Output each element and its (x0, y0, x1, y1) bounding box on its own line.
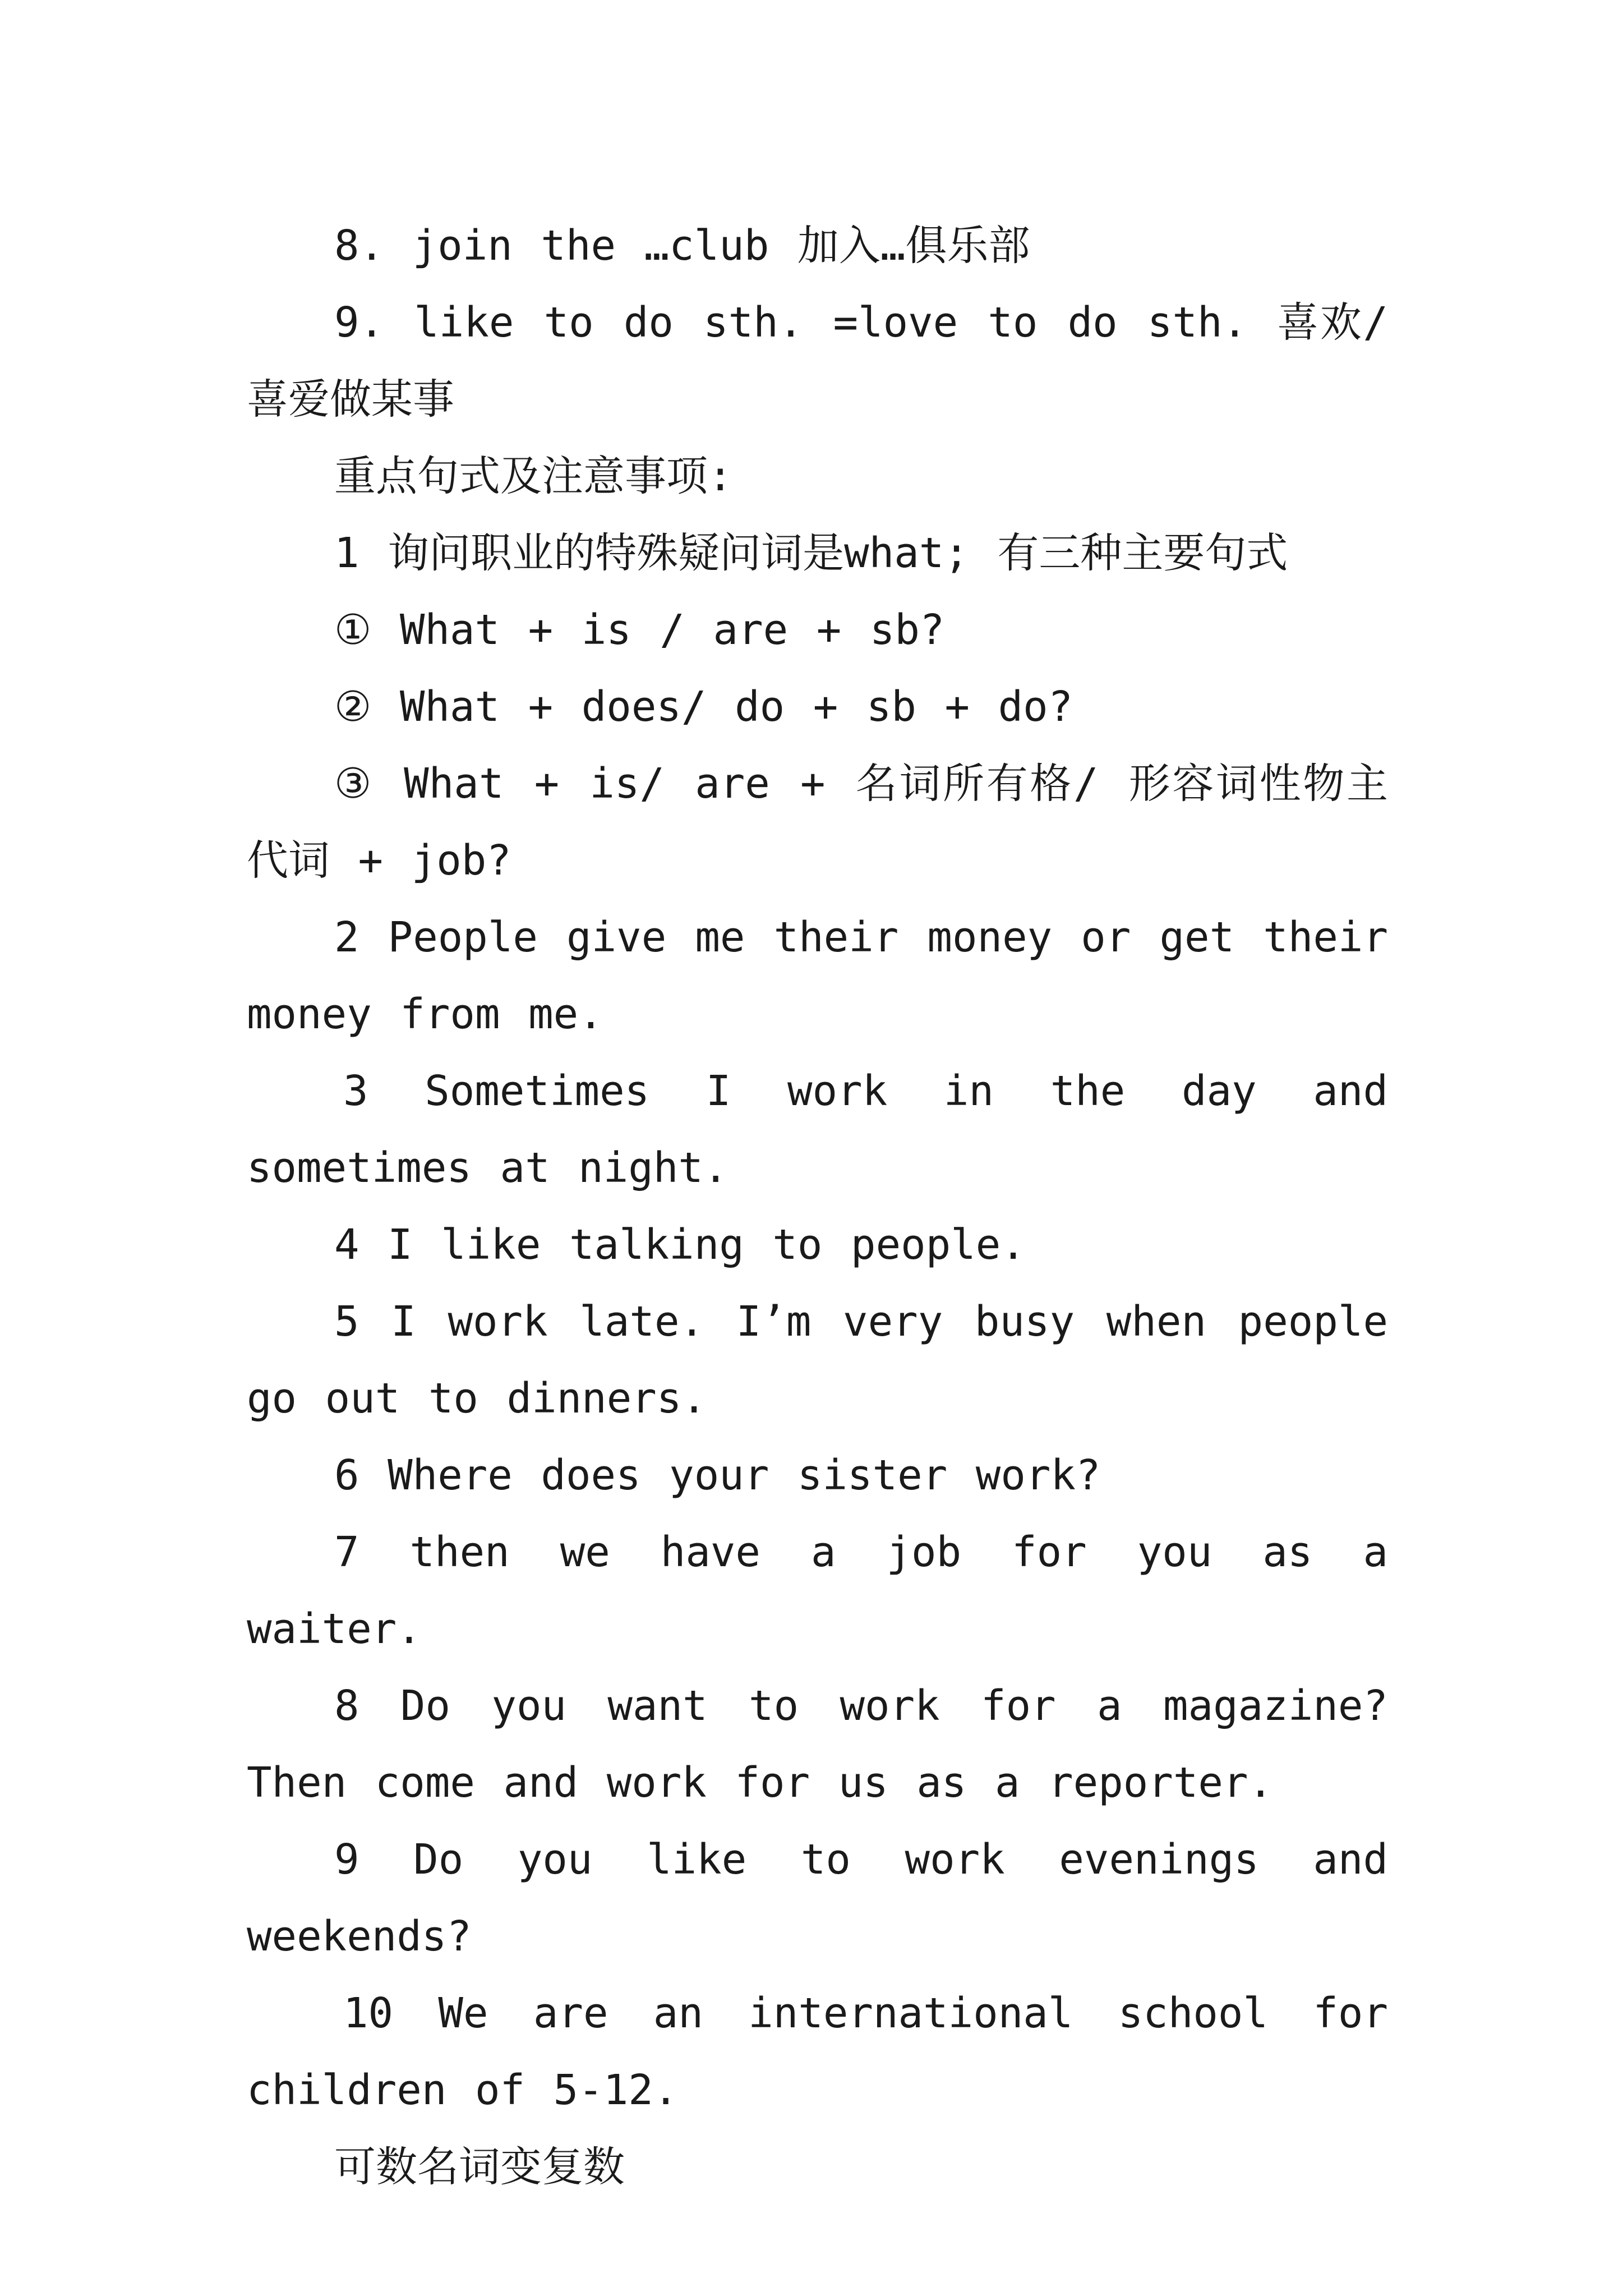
sentence-item-7: 7 then we have a job for you as a waiter. (247, 1528, 1388, 1653)
document-body (247, 208, 1388, 2206)
section-heading-key-sentences: 重点句式及注意事项: (334, 452, 733, 500)
vocab-item-8: 8. join the …club 加入…俱乐部 (334, 222, 1030, 270)
pattern-item-3: ③ What + is/ are + 名词所有格/ 形容词性物主代词 + job? (247, 760, 1388, 885)
sentence-item-9: 9 Do you like to work evenings and weekends? (247, 1835, 1388, 1961)
sentence-item-8: 8 Do you want to work for a magazine? Then come and work for us as a reporter. (247, 1682, 1388, 1807)
sentence-item-2: 2 People give me their money or get their money from me. (247, 913, 1388, 1038)
pattern-item-2: ② What + does/ do + sb + do? (334, 683, 1073, 731)
section-heading-plural-nouns: 可数名词变复数 (334, 2143, 625, 2191)
note-item-1: 1 询问职业的特殊疑问词是what; 有三种主要句式 (334, 529, 1288, 577)
pattern-item-1: ① What + is / are + sb? (334, 606, 945, 654)
vocab-item-9: 9. like to do sth. =love to do sth. 喜欢/喜爱做某事 (247, 298, 1388, 424)
sentence-item-4: 4 I like talking to people. (334, 1221, 1026, 1269)
sentence-item-5: 5 I work late. I’m very busy when people go out to dinners. (247, 1297, 1388, 1423)
sentence-item-3: 3 Sometimes I work in the day and sometimes at night. (247, 1067, 1388, 1192)
sentence-item-6: 6 Where does your sister work? (334, 1451, 1101, 1499)
sentence-item-10: 10 We are an international school for children of 5-12. (247, 1989, 1388, 2114)
